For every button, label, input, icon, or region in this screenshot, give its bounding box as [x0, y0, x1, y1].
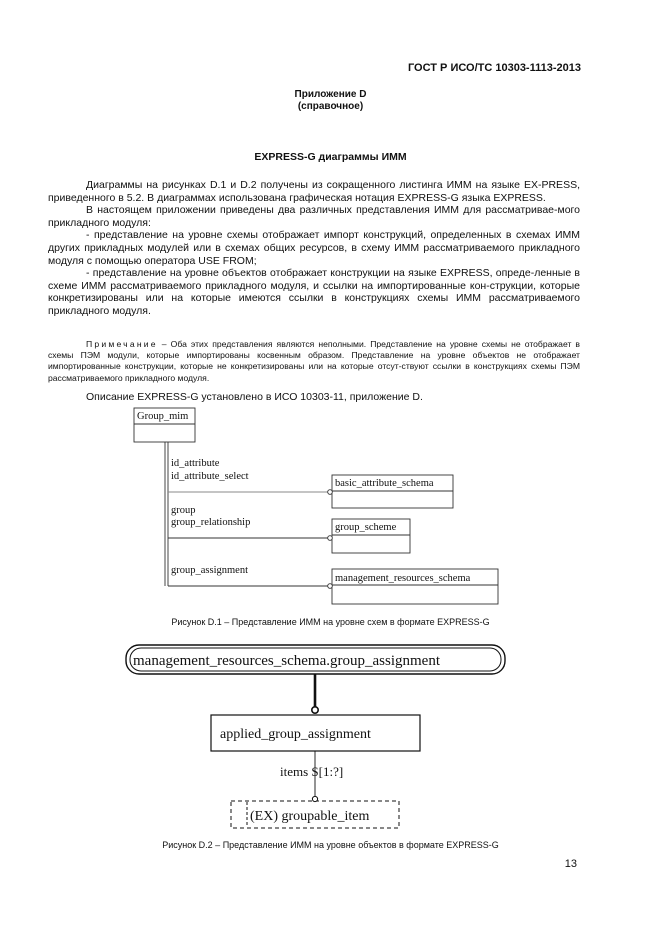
entity-label: applied_group_assignment: [220, 727, 371, 742]
select-label: (EX) groupable_item: [250, 809, 370, 824]
schema-basic-label: basic_attribute_schema: [335, 478, 434, 489]
appendix-title: Приложение D: [294, 89, 367, 100]
label-group-assignment: group_assignment: [171, 565, 248, 576]
appendix-subtitle: (справочное): [297, 101, 364, 112]
bullet-schema-view: - представление на уровне схемы отображает импорт конструкций, определенных в схемах ИММ других прикладных модулей или в схемах общих ресурсов, в схему ИММ рассматриваемого прикладного модуля с помощью оператора USE FROM;: [48, 229, 580, 267]
connector-circle-icon: [328, 490, 333, 495]
figure-d2-caption: Рисунок D.2 – Представление ИММ на уровне объектов в формате EXPRESS-G: [162, 840, 499, 850]
note-label: Примечание: [86, 339, 158, 349]
page-number: 13: [564, 858, 577, 870]
connector-circle-icon: [328, 584, 333, 589]
note-dash: –: [157, 339, 171, 349]
label-group-relationship: group_relationship: [171, 517, 251, 528]
attribute-label: items S[1:?]: [280, 764, 344, 779]
schema-management-label: management_resources_schema: [335, 573, 471, 584]
bullet-object-view: - представление на уровне объектов отображает конструкции на языке EXPRESS, опреде-ленные в схеме ИММ рассматриваемого прикладного модуля, и ссылки на импортированные кон-струкции, которые конкретизированы или на которые имеются ссылки в конструкциях схемы ИММ рассматриваемого прикладного модуля.: [48, 267, 580, 317]
end-circle-icon: [312, 707, 318, 713]
label-group: group: [171, 505, 196, 516]
description-text: Описание EXPRESS-G установлено в ИСО 10303-11, приложение D.: [86, 391, 423, 403]
label-id-attribute-select: id_attribute_select: [171, 471, 249, 482]
schema-group-label: group_scheme: [335, 522, 397, 533]
connector-circle-icon: [328, 536, 333, 541]
top-ref-label: management_resources_schema.group_assignment: [133, 653, 440, 669]
paragraph-views: В настоящем приложении приведены два различных представления ИММ для рассматривае-мого прикладного модуля:: [48, 204, 580, 229]
note-text: Оба этих представления являются неполными. Представление на уровне схемы не отображает в схемы ПЭМ модули, которые импортированы косвенным образом. Представление на уровне объектов не отображает импортированные конструкции, которые не конкретизированы или на которые отсут-ствуют ссылки в конструкциях схемы ПЭМ рассматриваемого прикладного модуля.: [48, 339, 580, 383]
paragraph-intro: Диаграммы на рисунках D.1 и D.2 получены из сокращенного листинга ИММ на языке EX-PRESS, приведенного в 5.2. В диаграммах использована графическая нотация EXPRESS-G языка EXPRESS.: [48, 179, 580, 204]
section-title: EXPRESS-G диаграммы ИММ: [254, 151, 407, 163]
figure-d1-caption: Рисунок D.1 – Представление ИММ на уровне схем в формате EXPRESS-G: [171, 617, 490, 627]
end-circle-icon: [312, 796, 317, 801]
label-id-attribute: id_attribute: [171, 458, 220, 469]
group-mim-label: Group_mim: [137, 411, 189, 422]
document-code: ГОСТ Р ИСО/ТС 10303-1113-2013: [407, 62, 581, 74]
